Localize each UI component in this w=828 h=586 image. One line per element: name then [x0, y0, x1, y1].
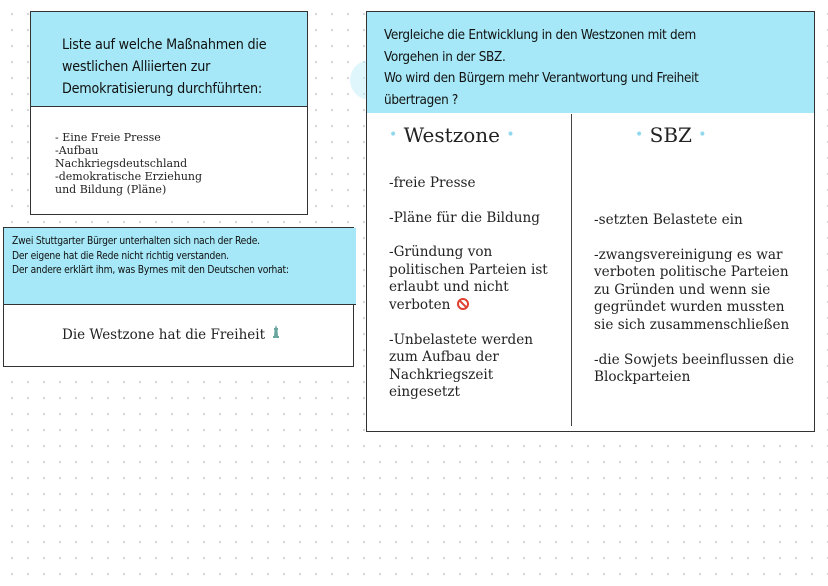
sbz-title: • SBZ • [635, 123, 707, 147]
dialogue-card [3, 227, 354, 367]
sbz-list [594, 212, 806, 404]
prompt-line: Der andere erklärt ihm, was Byrnes mit den Deutschen vorhat: [12, 265, 289, 276]
answer-line: Nachkriegsdeutschland [55, 157, 188, 170]
westzone-title: • Westzone • [389, 123, 515, 147]
question-line: Demokratisierung durchführten: [62, 81, 262, 97]
measures-question-banner [31, 12, 307, 107]
westzone-list [389, 175, 564, 419]
answer-line: -demokratische Erziehung [55, 170, 203, 183]
dot-icon: • [635, 127, 644, 143]
question-line: Liste auf welche Maßnahmen die [62, 37, 267, 53]
list-item: -freie Presse [389, 175, 476, 191]
list-item: -die Sowjets beeinflussen die Blockparteien [594, 351, 795, 386]
question-line: Vergleiche die Entwicklung in den Westzonen mit dem [384, 28, 696, 43]
question-line: Vorgehen in der SBZ. [384, 49, 506, 65]
list-item: -zwangsvereinigung es war verboten politische Parteien zu Gründen und wenn sie gegründet wurden mussten sie sich zusammenschließen [594, 246, 790, 333]
answer-line: und Bildung (Pläne) [55, 183, 167, 196]
comparison-card [366, 11, 815, 432]
answer-line: - Eine Freie Presse [55, 131, 161, 144]
question-line: westlichen Alliierten zur [62, 59, 211, 75]
statue-of-liberty-icon [271, 324, 281, 342]
dialogue-answer [62, 324, 281, 343]
list-item: -setzten Belastete ein [594, 212, 743, 228]
dot-icon: • [506, 127, 515, 143]
comparison-question-banner [367, 12, 814, 113]
list-item: -Gründung von politischen Parteien ist erlaubt und nicht verboten [389, 244, 548, 313]
list-item: -Unbelastete werden zum Aufbau der Nachkriegszeit eingesetzt [389, 331, 533, 401]
column-divider [571, 114, 572, 426]
dot-icon: • [389, 127, 398, 143]
dialogue-prompt-banner [4, 228, 356, 305]
question-line: übertragen ? [384, 92, 459, 108]
list-item: -Pläne für die Bildung [389, 209, 540, 226]
no-entry-icon [457, 298, 469, 310]
dialogue-answer-text: Die Westzone hat die Freiheit [62, 327, 266, 343]
question-line: Wo wird den Bürgern mehr Verantwortung und Freiheit [384, 71, 699, 86]
measures-answer [31, 107, 307, 196]
prompt-line: Der eigene hat die Rede nicht richtig verstanden. [12, 250, 229, 262]
measures-card [30, 11, 308, 215]
prompt-line: Zwei Stuttgarter Bürger unterhalten sich nach der Rede. [12, 236, 260, 247]
dot-icon: • [698, 127, 707, 143]
answer-line: -Aufbau [55, 144, 99, 157]
